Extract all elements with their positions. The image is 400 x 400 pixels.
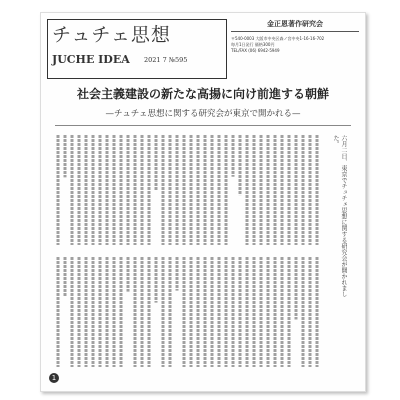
issue-number: 2021 7 №595	[144, 56, 188, 64]
masthead-title: チュチェ思想	[52, 24, 171, 46]
divider	[55, 125, 351, 126]
newsletter-page	[40, 12, 366, 392]
publisher-contact: TEL/FAX (06) 6942-5949	[231, 48, 280, 53]
masthead-english-title: JUCHE IDEA	[52, 53, 130, 66]
article-subtitle: —チュチェ思想に関する研究会が東京で開かれる—	[105, 109, 301, 119]
publisher-block	[231, 19, 359, 54]
publisher-address: 〒540-0003 大阪市中央区森ノ宮中央1-16-16-702	[231, 36, 325, 41]
article-headline: 社会主義建設の新たな高揚に向け前進する朝鮮	[76, 87, 329, 101]
publisher-name: 金正恩著作研究会	[231, 19, 359, 32]
vertical-text-columns	[55, 133, 351, 373]
masthead	[47, 19, 227, 79]
article-body	[55, 133, 351, 373]
page-number: 1	[49, 373, 59, 383]
publisher-schedule: 毎月1日発行 価格300円	[231, 42, 275, 47]
body-text-excerpt: 六月二日、東京でチュチェ思想に関する研究会が開かれました。	[332, 135, 347, 297]
